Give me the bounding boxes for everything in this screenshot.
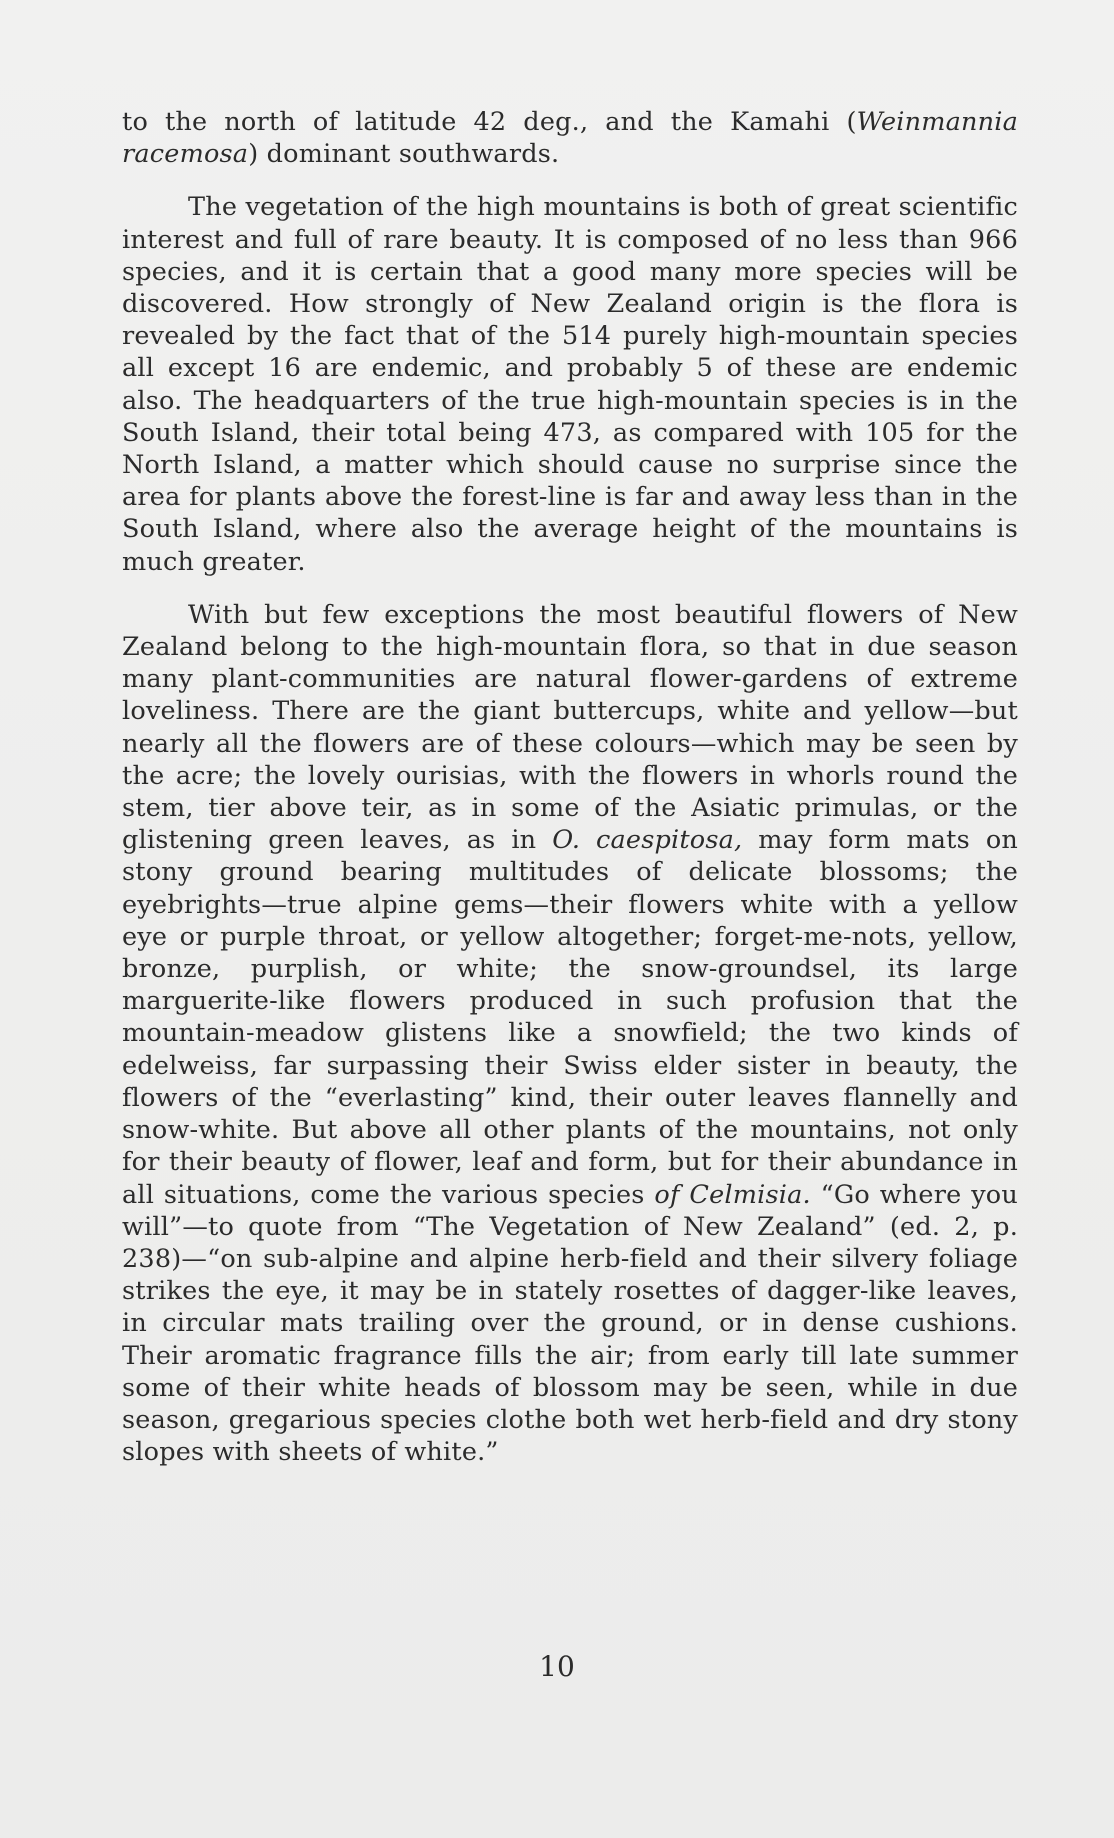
page-number: 10: [539, 1650, 575, 1683]
paragraph-3-part-2: may form mats on stony ground bearing multitudes of delicate blossoms; the eyebrights—true alpine gems—their flowers white with a yellow eye or purple throat, or yellow altogether; forget-me-nots, yellow, bronze, purplish, or white; the snow-groundsel, its large marguerite-like flowers produced in such profusion that the mountain-meadow glistens like a snowfield; the two kinds of edelweiss, far surpassing their Swiss elder sister in beauty, the flowers of the “everlasting” kind, their outer leaves flannelly and snow-white. But above all other plants of the mountains, not only for their beauty of flower, leaf and form, but for their abundance in all situations, come the various species: [122, 825, 1018, 1210]
paragraph-continuation: [122, 106, 1018, 170]
paragraph-1-lead: to the north of latitude 42 deg., and the Kamahi (: [122, 107, 857, 137]
genus-name-celmisia: of Celmisia.: [654, 1179, 811, 1210]
species-name-weinmannia: Weinmannia racemosa: [122, 107, 1018, 170]
paragraph-beautiful-flowers: [122, 599, 1018, 1468]
paragraph-3-part-3: “Go where you will”—to quote from “The Vegetation of New Zealand” (ed. 2, p. 238)—“on sub-alpine and alpine herb-field and their silvery foliage strikes the eye, it may be in stately rosettes of dagger-like leaves, in circular mats trailing over the ground, or in dense cushions. Their aromatic fragrance fills the air; from early till late summer some of their white heads of blossom may be seen, while in due season, gregarious species clothe both wet herb-field and dry stony slopes with sheets of white.”: [122, 1179, 1018, 1468]
species-name-ourisia: O. caespitosa,: [552, 825, 743, 856]
paragraph-3-part-1: With but few exceptions the most beautiful flowers of New Zealand belong to the high-mountain flora, so that in due season many plant-communities are natural flower-gardens of extreme loveliness. There are the giant buttercups, white and yellow—but nearly all the flowers are of these colours—which may be seen by the acre; the lovely ourisias, with the flowers in whorls round the stem, tier above teir, as in some of the Asiatic primulas, or the glistening green leaves, as in: [122, 599, 1018, 856]
body-text: [122, 106, 1018, 1468]
paragraph-1-tail: ) dominant southwards.: [248, 139, 560, 170]
paragraph-high-mountain-vegetation: The vegetation of the high mountains is both of great scientific interest and full of rare beauty. It is composed of no less than 966 species, and it is certain that a good many more species will be discovered. How strongly of New Zealand origin is the flora is revealed by the fact that of the 514 purely high-mountain species all except 16 are endemic, and probably 5 of these are endemic also. The headquarters of the true high-mountain species is in the South Island, their total being 473, as compared with 105 for the North Island, a matter which should cause no surprise since the area for plants above the forest-line is far and away less than in the South Island, where also the average height of the mountains is much greater.: [122, 192, 1018, 577]
